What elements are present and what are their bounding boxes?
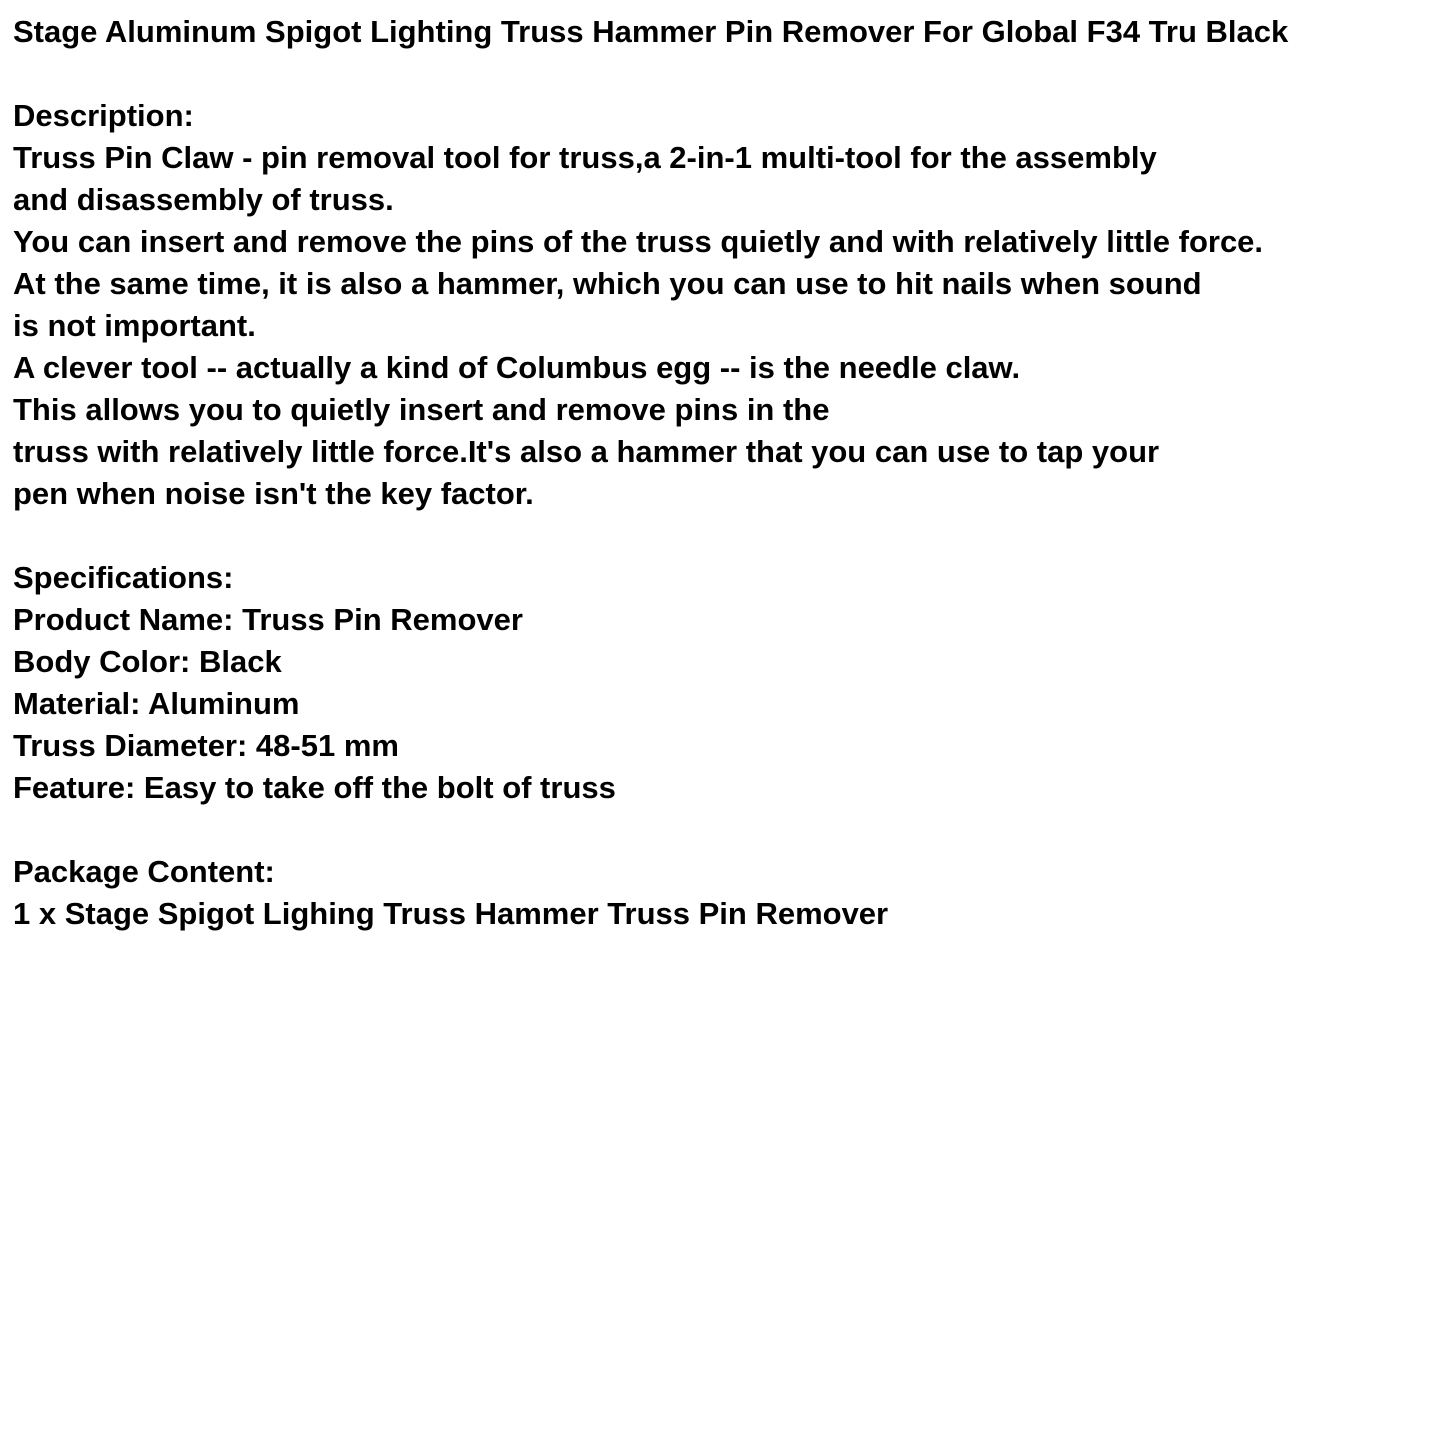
package-heading: Package Content: (13, 854, 275, 889)
spec-truss-diameter: Truss Diameter: 48-51 mm (13, 728, 399, 763)
description-line: A clever tool -- actually a kind of Columbus egg -- is the needle claw. (13, 350, 1021, 385)
description-line: At the same time, it is also a hammer, which you can use to hit nails when sound (13, 266, 1202, 301)
spec-feature: Feature: Easy to take off the bolt of truss (13, 770, 616, 805)
spacer (13, 53, 1438, 95)
description-line: You can insert and remove the pins of the truss quietly and with relatively little force. (13, 224, 1264, 259)
package-section (13, 851, 1438, 935)
spec-body-color: Body Color: Black (13, 644, 282, 679)
product-title: Stage Aluminum Spigot Lighting Truss Hammer Pin Remover For Global F34 Tru Black (13, 14, 1289, 49)
specifications-section (13, 557, 1438, 809)
specifications-heading: Specifications: (13, 560, 234, 595)
spacer (13, 809, 1438, 851)
package-item: 1 x Stage Spigot Lighing Truss Hammer Truss Pin Remover (13, 896, 889, 931)
spacer (13, 515, 1438, 557)
description-line: Truss Pin Claw - pin removal tool for truss,a 2-in-1 multi-tool for the assembly (13, 140, 1157, 175)
spec-material: Material: Aluminum (13, 686, 300, 721)
description-line: is not important. (13, 308, 256, 343)
spec-product-name: Product Name: Truss Pin Remover (13, 602, 523, 637)
product-document (13, 11, 1438, 935)
description-section (13, 95, 1438, 515)
description-line: and disassembly of truss. (13, 182, 394, 217)
description-line: pen when noise isn't the key factor. (13, 476, 534, 511)
description-line: This allows you to quietly insert and remove pins in the (13, 392, 830, 427)
description-line: truss with relatively little force.It's also a hammer that you can use to tap your (13, 434, 1160, 469)
description-heading: Description: (13, 98, 194, 133)
